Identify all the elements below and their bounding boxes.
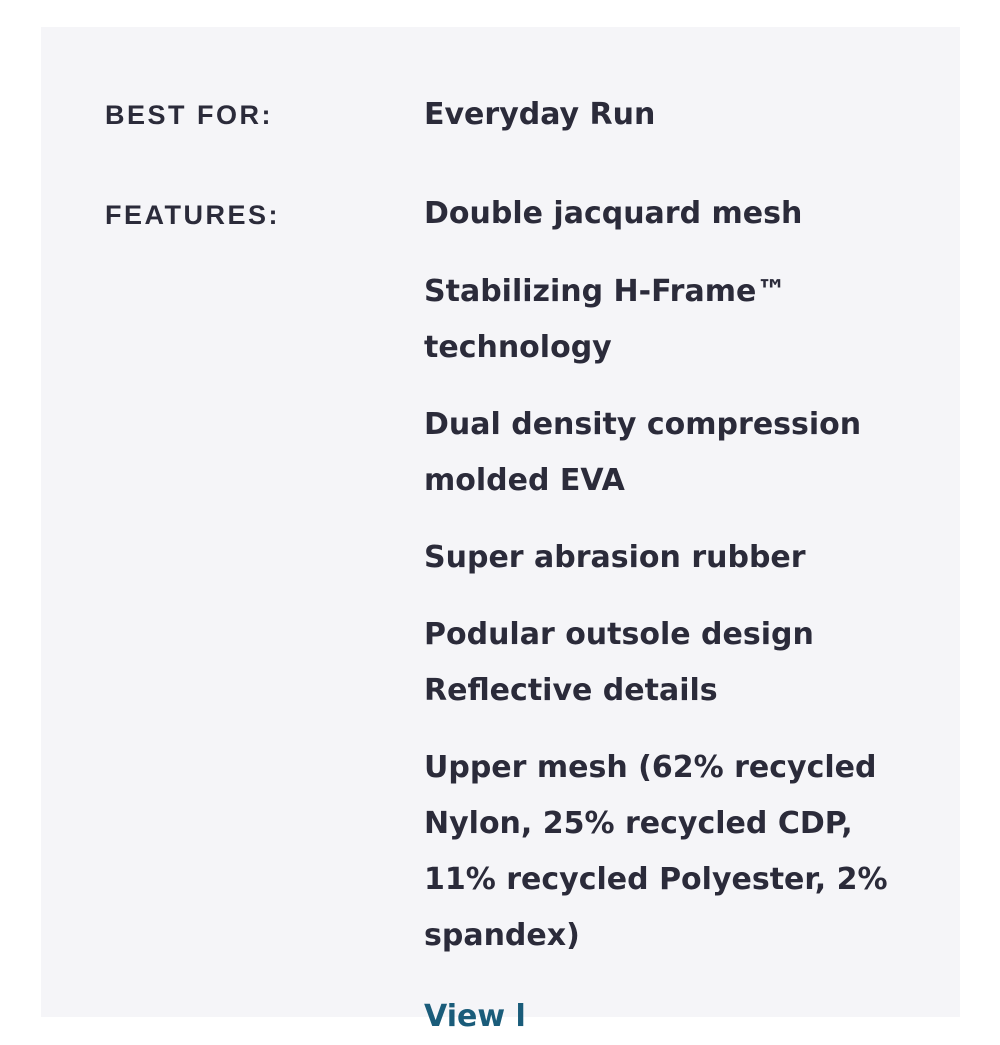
features-label: FEATURES: [105,200,280,230]
feature-item: Podular outsole design [424,617,814,652]
feature-item-continued: spandex) [424,918,580,953]
feature-item: Reflective details [424,673,718,708]
product-specs-panel [41,27,960,1034]
feature-item: Dual density compression [424,407,862,442]
feature-item: Upper mesh (62% recycled [424,750,877,785]
feature-item-continued: Nylon, 25% recycled CDP, [424,806,853,841]
feature-item-continued: 11% recycled Polyester, 2% [424,862,888,897]
best-for-value: Everyday Run [424,97,656,132]
view-link[interactable]: View l [424,999,526,1034]
feature-item-continued: technology [424,330,612,365]
feature-item: Double jacquard mesh [424,196,803,231]
feature-item: Stabilizing H-Frame™ [424,274,787,309]
best-for-label: BEST FOR: [105,100,273,130]
feature-item: Super abrasion rubber [424,540,806,575]
feature-item-continued: molded EVA [424,463,625,498]
